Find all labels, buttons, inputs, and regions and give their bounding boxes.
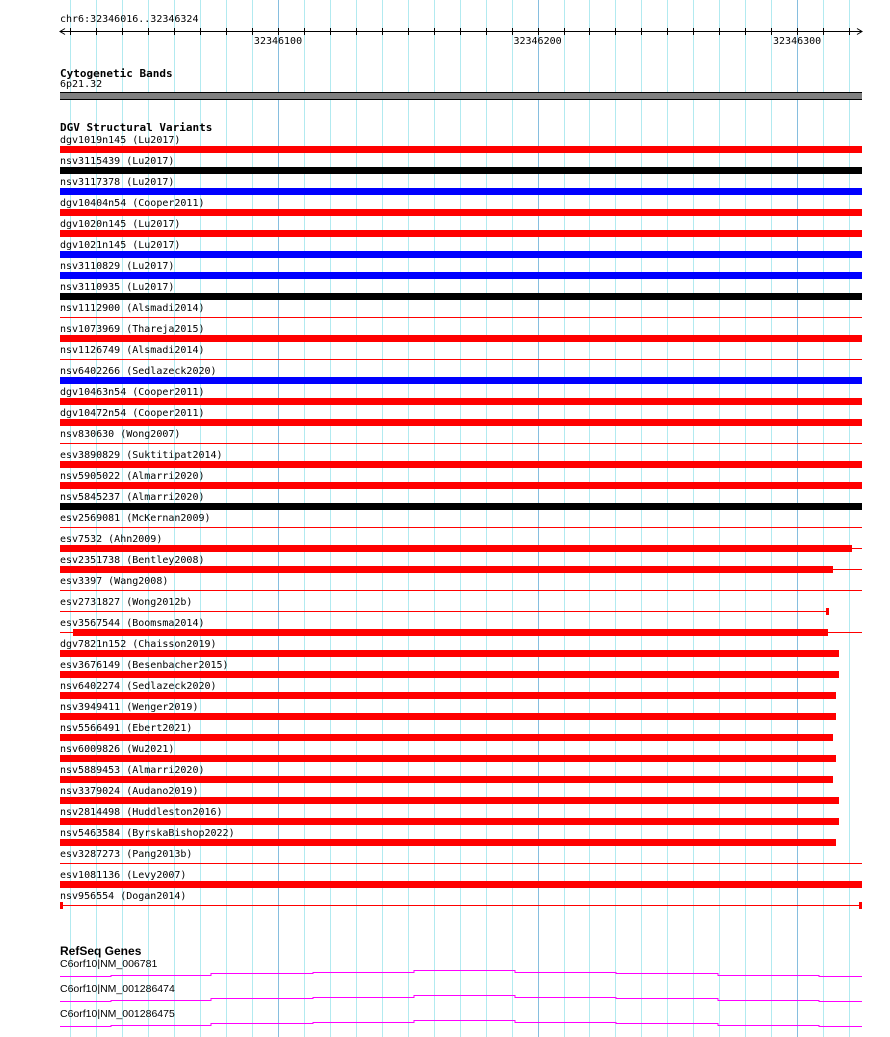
variant-label: nsv3110829 (Lu2017) <box>60 261 175 272</box>
variant-label: nsv5845237 (Almarri2020) <box>60 492 205 503</box>
variant-row[interactable] <box>0 470 890 491</box>
variant-row[interactable] <box>0 176 890 197</box>
variant-label: dgv1021n145 (Lu2017) <box>60 240 181 251</box>
gene-intron[interactable] <box>0 967 890 979</box>
variant-line[interactable] <box>60 905 862 906</box>
variant-row[interactable] <box>0 869 890 890</box>
variant-bar[interactable] <box>60 188 862 195</box>
variant-label: nsv6402274 (Sedlazeck2020) <box>60 681 217 692</box>
variant-bar[interactable] <box>60 692 836 699</box>
ruler-tick-label: 32346300 <box>773 36 822 47</box>
variant-line[interactable] <box>60 590 862 591</box>
variant-bar[interactable] <box>60 272 862 279</box>
variant-row[interactable] <box>0 848 890 869</box>
variant-label: nsv3110935 (Lu2017) <box>60 282 175 293</box>
variant-label: nsv1073969 (Thareja2015) <box>60 324 205 335</box>
variant-row[interactable] <box>0 575 890 596</box>
variant-bar[interactable] <box>60 209 862 216</box>
gene-line[interactable] <box>60 1021 862 1027</box>
variant-bar[interactable] <box>60 566 833 573</box>
variant-row[interactable] <box>0 428 890 449</box>
variant-label: dgv10404n54 (Cooper2011) <box>60 198 205 209</box>
variant-row[interactable] <box>0 827 890 848</box>
variant-bar[interactable] <box>60 671 839 678</box>
variant-label: nsv2814498 (Huddleston2016) <box>60 807 223 818</box>
cytoband-track-title: Cytogenetic Bands <box>60 67 173 80</box>
variant-bar[interactable] <box>60 167 862 174</box>
variant-row[interactable] <box>0 491 890 512</box>
variant-line[interactable] <box>60 611 828 612</box>
variant-row[interactable] <box>0 533 890 554</box>
variant-row[interactable] <box>0 344 890 365</box>
variant-row[interactable] <box>0 134 890 155</box>
variant-label: nsv830630 (Wong2007) <box>60 429 181 440</box>
variant-row[interactable] <box>0 197 890 218</box>
variant-label: dgv1020n145 (Lu2017) <box>60 219 181 230</box>
variant-label: nsv956554 (Dogan2014) <box>60 891 187 902</box>
variant-line[interactable] <box>60 359 862 360</box>
variant-bar[interactable] <box>60 377 862 384</box>
variant-line[interactable] <box>60 317 862 318</box>
variant-bar[interactable] <box>60 230 862 237</box>
variant-line[interactable] <box>60 527 862 528</box>
variant-label: nsv3379024 (Audano2019) <box>60 786 199 797</box>
variant-row[interactable] <box>0 617 890 638</box>
ruler-tick-label: 32346100 <box>253 36 303 47</box>
variant-row[interactable] <box>0 638 890 659</box>
variant-bar[interactable] <box>60 650 839 657</box>
variant-label: esv3397 (Wang2008) <box>60 576 169 587</box>
variant-label: esv3567544 (Boomsma2014) <box>60 618 205 629</box>
variant-bar[interactable] <box>859 902 862 909</box>
region-label: chr6:32346016..32346324 <box>60 14 199 25</box>
variant-line[interactable] <box>60 443 862 444</box>
variant-label: esv3890829 (Suktitipat2014) <box>60 450 223 461</box>
gene-intron[interactable] <box>0 992 890 1004</box>
variant-line[interactable] <box>60 863 862 864</box>
variant-label: nsv5463584 (ByrskaBishop2022) <box>60 828 235 839</box>
variant-bar[interactable] <box>73 629 828 636</box>
variant-bar[interactable] <box>60 713 836 720</box>
variant-bar[interactable] <box>60 881 862 888</box>
variant-label: esv7532 (Ahn2009) <box>60 534 163 545</box>
variant-label: esv2569081 (McKernan2009) <box>60 513 211 524</box>
cytoband-label: 6p21.32 <box>60 79 103 90</box>
variant-row[interactable] <box>0 302 890 323</box>
variant-row[interactable] <box>0 659 890 680</box>
variant-label: nsv1126749 (Alsmadi2014) <box>60 345 205 356</box>
variant-label: esv2351738 (Bentley2008) <box>60 555 205 566</box>
variant-bar[interactable] <box>60 545 852 552</box>
variant-row[interactable] <box>0 260 890 281</box>
variant-label: esv1081136 (Levy2007) <box>60 870 187 881</box>
variant-row[interactable] <box>0 155 890 176</box>
variant-bar[interactable] <box>60 146 862 153</box>
variant-label: esv3676149 (Besenbacher2015) <box>60 660 229 671</box>
variant-label: dgv7821n152 (Chaisson2019) <box>60 639 217 650</box>
variant-label: nsv5889453 (Almarri2020) <box>60 765 205 776</box>
variant-row[interactable] <box>0 323 890 344</box>
variant-row[interactable] <box>0 554 890 575</box>
variant-label: nsv3115439 (Lu2017) <box>60 156 175 167</box>
variant-row[interactable] <box>0 743 890 764</box>
variant-bar[interactable] <box>60 461 862 468</box>
variant-bar[interactable] <box>60 818 839 825</box>
variant-bar[interactable] <box>60 902 63 909</box>
variant-bar[interactable] <box>60 755 836 762</box>
variant-label: nsv6009826 (Wu2021) <box>60 744 175 755</box>
variant-row[interactable] <box>0 281 890 302</box>
variant-bar[interactable] <box>60 398 862 405</box>
variant-row[interactable] <box>0 722 890 743</box>
gene-line[interactable] <box>60 996 862 1002</box>
ruler[interactable] <box>0 24 890 48</box>
variant-label: nsv3117378 (Lu2017) <box>60 177 175 188</box>
refseq-track-title: RefSeq Genes <box>60 944 142 958</box>
variant-bar[interactable] <box>60 776 833 783</box>
variant-bar[interactable] <box>60 734 833 741</box>
gene-intron[interactable] <box>0 1017 890 1029</box>
variant-bar[interactable] <box>60 293 862 300</box>
variant-row[interactable] <box>0 239 890 260</box>
variant-label: nsv5566491 (Ebert2021) <box>60 723 193 734</box>
ruler-tick-label: 32346200 <box>513 36 562 47</box>
variant-label: esv3287273 (Pang2013b) <box>60 849 193 860</box>
variant-label: nsv3949411 (Wenger2019) <box>60 702 199 713</box>
variant-bar[interactable] <box>826 608 829 615</box>
variant-label: nsv1112900 (Alsmadi2014) <box>60 303 205 314</box>
variant-bar[interactable] <box>60 797 839 804</box>
variant-row[interactable] <box>0 764 890 785</box>
variant-row[interactable] <box>0 218 890 239</box>
variant-bar[interactable] <box>60 335 862 342</box>
variant-row[interactable] <box>0 407 890 428</box>
variant-row[interactable] <box>0 449 890 470</box>
cytoband-bar[interactable] <box>60 92 862 100</box>
variant-row[interactable] <box>0 512 890 533</box>
gene-label: C6orf10|NM_001286475 <box>60 1008 175 1020</box>
variant-row[interactable] <box>0 365 890 386</box>
variant-row[interactable] <box>0 680 890 701</box>
variant-bar[interactable] <box>60 503 862 510</box>
variant-label: nsv6402266 (Sedlazeck2020) <box>60 366 217 377</box>
gene-label: C6orf10|NM_006781 <box>60 958 158 970</box>
variant-row[interactable] <box>0 890 890 911</box>
variant-label: dgv1019n145 (Lu2017) <box>60 135 181 146</box>
variant-bar[interactable] <box>60 839 836 846</box>
variant-bar[interactable] <box>60 419 862 426</box>
variant-row[interactable] <box>0 785 890 806</box>
gene-label: C6orf10|NM_001286474 <box>60 983 175 995</box>
variant-label: dgv10463n54 (Cooper2011) <box>60 387 205 398</box>
variant-row[interactable] <box>0 386 890 407</box>
variant-row[interactable] <box>0 701 890 722</box>
variant-bar[interactable] <box>60 251 862 258</box>
variant-bar[interactable] <box>60 482 862 489</box>
dgv-track-title: DGV Structural Variants <box>60 121 213 134</box>
variant-row[interactable] <box>0 806 890 827</box>
variant-row[interactable] <box>0 596 890 617</box>
variant-label: esv2731827 (Wong2012b) <box>60 597 193 608</box>
variant-label: nsv5905022 (Almarri2020) <box>60 471 205 482</box>
variant-label: dgv10472n54 (Cooper2011) <box>60 408 205 419</box>
gene-line[interactable] <box>60 971 862 977</box>
